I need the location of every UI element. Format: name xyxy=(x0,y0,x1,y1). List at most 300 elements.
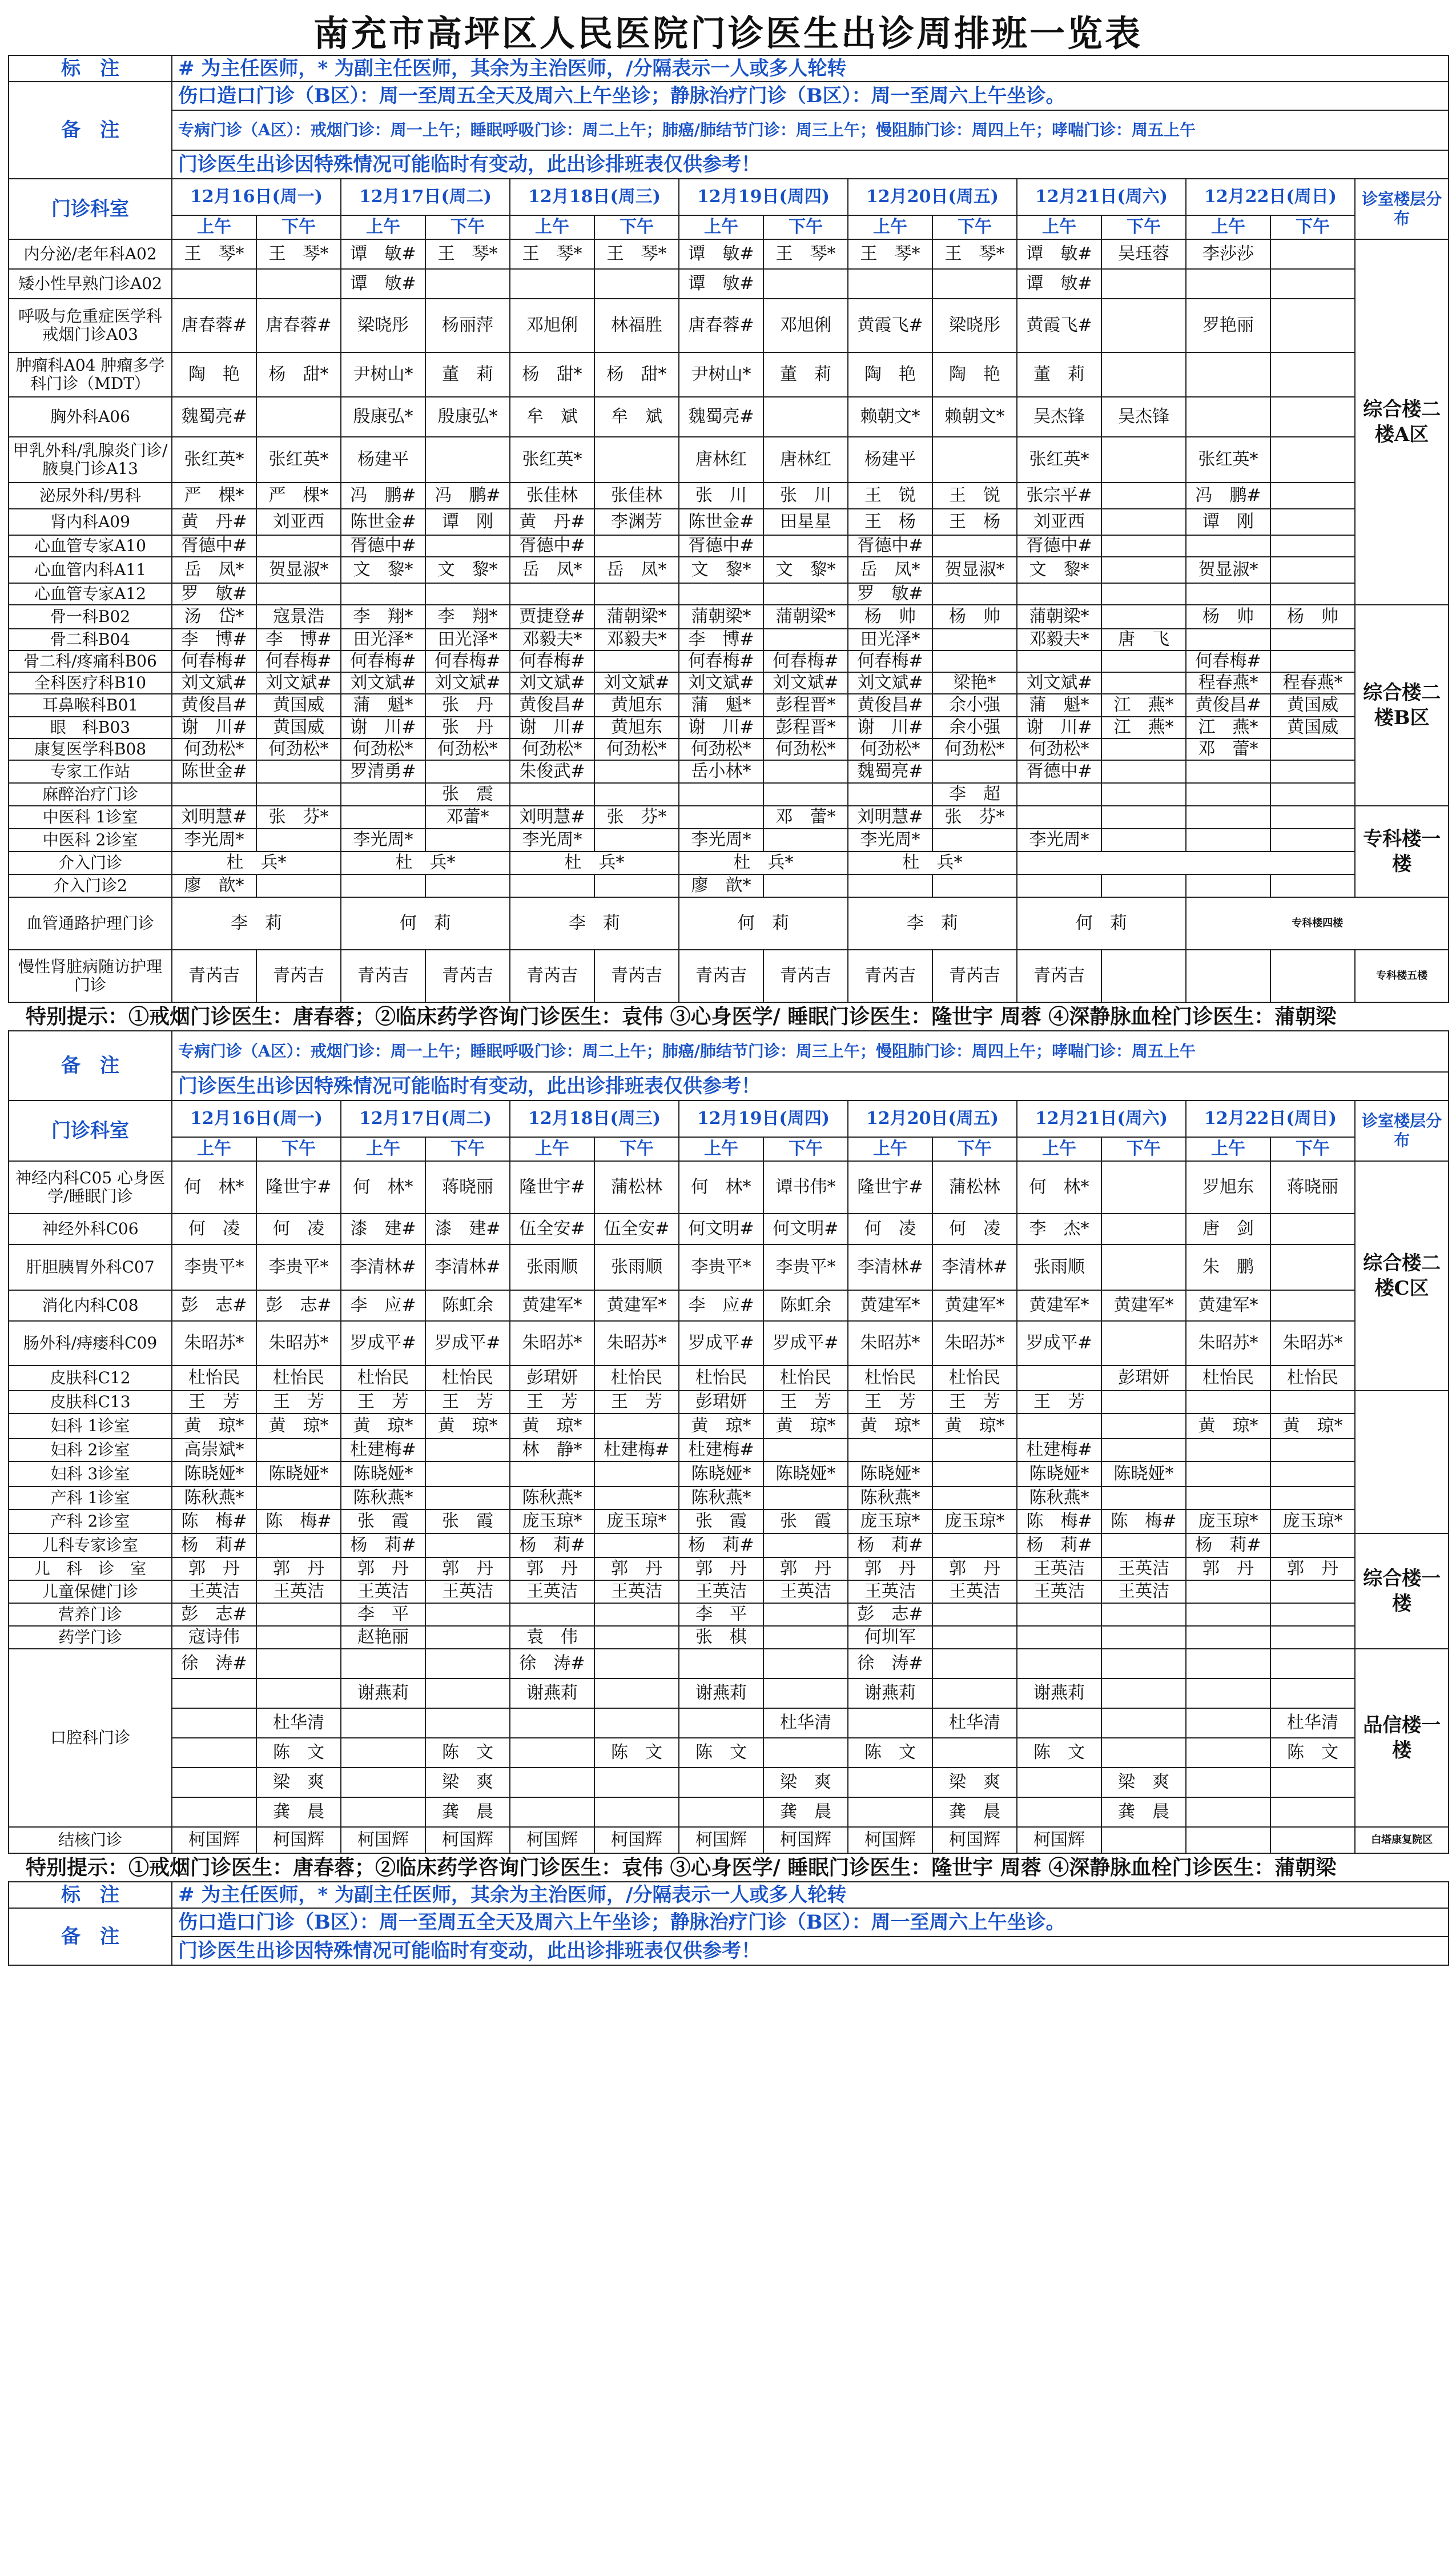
doctor-cell: 王 琴* xyxy=(425,239,510,269)
doctor-cell: 杨 帅 xyxy=(1186,605,1270,629)
doctor-cell: 张雨顺 xyxy=(1017,1244,1101,1290)
dept-name: 麻醉治疗门诊 xyxy=(9,783,172,806)
doctor-cell xyxy=(932,1461,1017,1487)
doctor-cell: 张佳林 xyxy=(594,483,679,509)
pm-header: 下午 xyxy=(1270,1137,1355,1161)
doctor-cell: 林 静* xyxy=(510,1439,594,1461)
doctor-cell: 唐 剑 xyxy=(1186,1214,1270,1244)
doctor-cell xyxy=(1270,1678,1355,1708)
doctor-cell: 杨 莉# xyxy=(679,1533,763,1557)
doctor-cell: 邓毅夫* xyxy=(510,629,594,650)
doctor-cell: 王英洁 xyxy=(510,1580,594,1603)
table-row xyxy=(9,179,1449,215)
doctor-cell: 王 芳 xyxy=(172,1391,256,1414)
doctor-cell xyxy=(1270,629,1355,650)
doctor-cell xyxy=(763,829,848,852)
doctor-cell: 柯国辉 xyxy=(425,1827,510,1853)
doctor-cell: 杨 甜* xyxy=(510,352,594,397)
doctor-cell: 何 凌 xyxy=(172,1214,256,1244)
pm-header: 下午 xyxy=(425,1137,510,1161)
doctor-cell: 刘文斌# xyxy=(341,672,425,694)
doctor-cell xyxy=(1270,1391,1355,1414)
doctor-cell xyxy=(932,1678,1017,1708)
doctor-cell xyxy=(1186,535,1270,557)
doctor-cell xyxy=(1101,269,1186,299)
dept-name: 泌尿外科/男科 xyxy=(9,483,172,509)
doctor-cell: 李 应# xyxy=(679,1290,763,1321)
doctor-cell xyxy=(510,1738,594,1768)
doctor-cell: 黄 琼* xyxy=(763,1414,848,1439)
doctor-cell: 高崇斌* xyxy=(172,1439,256,1461)
doctor-cell xyxy=(172,1678,256,1708)
doctor-cell: 李 超 xyxy=(932,783,1017,806)
doctor-cell xyxy=(425,1603,510,1626)
doctor-cell: 陈世金# xyxy=(172,760,256,783)
table-row xyxy=(9,1214,1449,1244)
table-row xyxy=(9,783,1449,806)
doctor-cell: 王 芳 xyxy=(510,1391,594,1414)
dept-name: 营养门诊 xyxy=(9,1603,172,1626)
doctor-cell: 伍全安# xyxy=(594,1214,679,1244)
doctor-cell xyxy=(594,1649,679,1678)
doctor-cell: 彭 志# xyxy=(848,1603,932,1626)
dept-name: 血管通路护理门诊 xyxy=(9,897,172,950)
doctor-cell xyxy=(848,783,932,806)
doctor-cell xyxy=(1186,806,1270,829)
table-row xyxy=(9,806,1449,829)
doctor-cell: 袁 伟 xyxy=(510,1626,594,1649)
doctor-cell: 黄 琼* xyxy=(172,1414,256,1439)
doctor-cell: 李光周* xyxy=(172,829,256,852)
doctor-cell: 何劲松* xyxy=(172,738,256,760)
doctor-cell: 冯 鹏# xyxy=(1186,483,1270,509)
doctor-cell xyxy=(848,1797,932,1827)
doctor-cell: 陈 梅# xyxy=(172,1509,256,1533)
doctor-cell xyxy=(594,650,679,672)
doctor-cell xyxy=(1101,1603,1186,1626)
doctor-cell xyxy=(1017,783,1101,806)
doctor-cell: 杜华清 xyxy=(932,1708,1017,1738)
doctor-cell: 陈晓娅* xyxy=(1101,1461,1186,1487)
doctor-cell: 陈秋燕* xyxy=(510,1487,594,1509)
doctor-cell: 冯 鹏# xyxy=(425,483,510,509)
doctor-cell: 陈 文 xyxy=(679,1738,763,1768)
doctor-cell xyxy=(341,1708,425,1738)
doctor-cell xyxy=(256,760,341,783)
floor-location: 综合楼一楼 xyxy=(1355,1533,1449,1649)
doctor-cell: 张佳林 xyxy=(510,483,594,509)
doctor-cell: 杜怡民 xyxy=(1186,1366,1270,1391)
doctor-cell: 何劲松* xyxy=(763,738,848,760)
doctor-cell: 杜怡民 xyxy=(256,1366,341,1391)
doctor-cell xyxy=(256,1533,341,1557)
doctor-cell xyxy=(1186,1649,1270,1678)
table-row xyxy=(9,535,1449,557)
doctor-cell xyxy=(425,583,510,605)
doctor-cell: 王 芳 xyxy=(425,1391,510,1414)
doctor-cell xyxy=(1186,1603,1270,1626)
doctor-cell: 田星星 xyxy=(763,509,848,535)
doctor-cell xyxy=(341,783,425,806)
pm-header: 下午 xyxy=(256,215,341,239)
doctor-cell xyxy=(256,783,341,806)
doctor-cell xyxy=(1186,1461,1270,1487)
doctor-cell: 何 林* xyxy=(679,1161,763,1214)
doctor-cell: 余小强 xyxy=(932,694,1017,717)
doctor-cell: 何劲松* xyxy=(594,738,679,760)
doctor-cell: 柯国辉 xyxy=(341,1827,425,1853)
doctor-cell: 罗成平# xyxy=(425,1321,510,1366)
doctor-cell: 郭 丹 xyxy=(679,1557,763,1580)
doctor-cell: 李贵平* xyxy=(172,1244,256,1290)
doctor-cell: 何圳军 xyxy=(848,1626,932,1649)
doctor-cell xyxy=(425,1533,510,1557)
doctor-cell: 张 霞 xyxy=(341,1509,425,1533)
doctor-cell: 余小强 xyxy=(932,717,1017,738)
doctor-cell: 张 川 xyxy=(763,483,848,509)
doctor-cell: 胥德中# xyxy=(172,535,256,557)
doctor-cell xyxy=(256,1439,341,1461)
doctor-cell xyxy=(932,1533,1017,1557)
doctor-cell: 杜怡民 xyxy=(594,1366,679,1391)
doctor-cell: 朱昭苏* xyxy=(172,1321,256,1366)
pm-header: 下午 xyxy=(594,215,679,239)
doctor-cell: 杨 帅 xyxy=(932,605,1017,629)
doctor-cell: 青芮吉 xyxy=(679,950,763,1002)
doctor-cell: 田光泽* xyxy=(425,629,510,650)
remark-label: 备 注 xyxy=(9,1908,172,1965)
doctor-cell xyxy=(594,1678,679,1708)
doctor-cell: 张 芬* xyxy=(594,806,679,829)
doctor-cell xyxy=(1270,783,1355,806)
remark-text-3: 门诊医生出诊因特殊情况可能临时有变动，此出诊排班表仅供参考！ xyxy=(172,1072,1449,1101)
doctor-cell: 廖 歆* xyxy=(172,874,256,897)
doctor-cell xyxy=(1017,1768,1101,1797)
doctor-cell: 陈世金# xyxy=(679,509,763,535)
doctor-cell: 隆世宇# xyxy=(256,1161,341,1214)
doctor-cell: 胥德中# xyxy=(341,535,425,557)
doctor-cell: 何春梅# xyxy=(172,650,256,672)
dept-name: 耳鼻喉科B01 xyxy=(9,694,172,717)
doctor-cell xyxy=(1270,738,1355,760)
doctor-cell xyxy=(1101,1321,1186,1366)
doctor-cell: 张红英* xyxy=(256,437,341,483)
doctor-cell: 杨 莉# xyxy=(510,1533,594,1557)
doctor-cell: 龚 晨 xyxy=(932,1797,1017,1827)
doctor-cell: 徐 涛# xyxy=(172,1649,256,1678)
doctor-cell: 梁艳* xyxy=(932,672,1017,694)
doctor-cell: 朱昭苏* xyxy=(932,1321,1017,1366)
doctor-cell: 刘明慧# xyxy=(172,806,256,829)
doctor-cell xyxy=(341,806,425,829)
doctor-cell: 朱昭苏* xyxy=(1186,1321,1270,1366)
doctor-cell xyxy=(932,1487,1017,1509)
doctor-cell xyxy=(425,1708,510,1738)
doctor-cell: 王英洁 xyxy=(172,1580,256,1603)
doctor-cell: 彭程晋* xyxy=(763,717,848,738)
floor-location: 综合楼二楼B区 xyxy=(1355,605,1449,806)
doctor-cell: 庞玉琼* xyxy=(594,1509,679,1533)
dept-name: 儿童保健门诊 xyxy=(9,1580,172,1603)
dept-name: 眼 科B03 xyxy=(9,717,172,738)
doctor-cell xyxy=(1270,583,1355,605)
doctor-cell: 李清林# xyxy=(425,1244,510,1290)
doctor-cell xyxy=(1186,629,1270,650)
doctor-cell: 李 翔* xyxy=(341,605,425,629)
doctor-cell: 李清林# xyxy=(341,1244,425,1290)
dept-name: 专家工作站 xyxy=(9,760,172,783)
doctor-cell: 李光周* xyxy=(848,829,932,852)
floor-location: 专科楼五楼 xyxy=(1355,950,1449,1002)
doctor-cell xyxy=(1186,1580,1270,1603)
table-row xyxy=(9,694,1449,717)
doctor-cell: 董 莉 xyxy=(1017,352,1101,397)
doctor-cell: 谢燕莉 xyxy=(341,1678,425,1708)
table-row xyxy=(9,1937,1449,1965)
doctor-cell xyxy=(1101,874,1186,897)
doctor-cell: 唐春蓉# xyxy=(256,299,341,352)
table-row xyxy=(9,717,1449,738)
doctor-cell xyxy=(425,1439,510,1461)
dept-name: 肾内科A09 xyxy=(9,509,172,535)
doctor-cell: 何 林* xyxy=(341,1161,425,1214)
dept-name: 骨二科B04 xyxy=(9,629,172,650)
dept-name: 口腔科门诊 xyxy=(9,1649,172,1827)
doctor-cell: 漆 建# xyxy=(341,1214,425,1244)
doctor-cell: 何 凌 xyxy=(848,1214,932,1244)
doctor-cell: 牟 斌 xyxy=(594,397,679,437)
doctor-cell xyxy=(510,583,594,605)
doctor-cell: 朱昭苏* xyxy=(848,1321,932,1366)
doctor-cell: 刘明慧# xyxy=(510,806,594,829)
doctor-cell: 唐 飞 xyxy=(1101,629,1186,650)
doctor-cell xyxy=(1017,1414,1101,1439)
doctor-cell: 李渊芳 xyxy=(594,509,679,535)
doctor-cell xyxy=(594,583,679,605)
doctor-cell xyxy=(932,1649,1017,1678)
doctor-cell: 谭 敏# xyxy=(341,239,425,269)
doctor-cell xyxy=(679,1797,763,1827)
doctor-cell xyxy=(256,1649,341,1678)
doctor-cell: 杨 帅 xyxy=(1270,605,1355,629)
doctor-cell: 陈晓娅* xyxy=(341,1461,425,1487)
doctor-cell xyxy=(594,1414,679,1439)
floor-header: 诊室楼层分布 xyxy=(1355,1101,1449,1161)
doctor-cell: 伍全安# xyxy=(510,1214,594,1244)
doctor-cell: 何劲松* xyxy=(341,738,425,760)
dept-name: 心血管内科A11 xyxy=(9,557,172,583)
doctor-cell: 胥德中# xyxy=(1017,535,1101,557)
dept-name: 介入门诊 xyxy=(9,852,172,874)
doctor-cell xyxy=(425,874,510,897)
doctor-cell: 文 黎* xyxy=(425,557,510,583)
table-row xyxy=(9,215,1449,239)
doctor-cell: 柯国辉 xyxy=(679,1827,763,1853)
doctor-cell xyxy=(679,583,763,605)
doctor-cell: 尹树山* xyxy=(341,352,425,397)
doctor-cell: 柯国辉 xyxy=(510,1827,594,1853)
dept-name: 矮小性早熟门诊A02 xyxy=(9,269,172,299)
doctor-cell xyxy=(763,629,848,650)
doctor-cell xyxy=(256,1487,341,1509)
table-row xyxy=(9,437,1449,483)
doctor-cell xyxy=(1270,483,1355,509)
doctor-cell: 李 莉 xyxy=(510,897,679,950)
doctor-cell xyxy=(763,1439,848,1461)
doctor-cell xyxy=(1101,1649,1186,1678)
table-row xyxy=(9,1797,1449,1827)
dept-name: 产科 1诊室 xyxy=(9,1487,172,1509)
dept-name: 药学门诊 xyxy=(9,1626,172,1649)
doctor-cell: 杜建梅# xyxy=(341,1439,425,1461)
doctor-cell: 隆世宇# xyxy=(848,1161,932,1214)
doctor-cell xyxy=(1017,1366,1101,1391)
doctor-cell xyxy=(1186,1768,1270,1797)
doctor-cell: 江 燕* xyxy=(1186,717,1270,738)
doctor-cell xyxy=(763,269,848,299)
doctor-cell: 谭书伟* xyxy=(763,1161,848,1214)
doctor-cell: 青芮吉 xyxy=(256,950,341,1002)
doctor-cell: 董 莉 xyxy=(763,352,848,397)
doctor-cell: 黄建军* xyxy=(594,1290,679,1321)
doctor-cell: 王 锐 xyxy=(848,483,932,509)
doctor-cell xyxy=(510,1708,594,1738)
doctor-cell: 何 林* xyxy=(172,1161,256,1214)
doctor-cell: 黄 琼* xyxy=(1270,1414,1355,1439)
am-header: 上午 xyxy=(679,1137,763,1161)
doctor-cell: 谭 刚 xyxy=(425,509,510,535)
doctor-cell xyxy=(256,1603,341,1626)
doctor-cell xyxy=(679,806,763,829)
floor-header: 诊室楼层分布 xyxy=(1355,179,1449,239)
doctor-cell xyxy=(425,1461,510,1487)
doctor-cell: 邓 蕾* xyxy=(1186,738,1270,760)
floor-location: 专科楼四楼 xyxy=(1186,897,1449,950)
doctor-cell: 罗旭东 xyxy=(1186,1161,1270,1214)
doctor-cell: 谢 川# xyxy=(510,717,594,738)
dept-name: 慢性肾脏病随访护理门诊 xyxy=(9,950,172,1002)
doctor-cell xyxy=(594,1487,679,1509)
doctor-cell xyxy=(932,1439,1017,1461)
remark-text-2: 专病门诊（A区）：戒烟门诊：周一上午；睡眠呼吸门诊：周二上午；肺癌/肺结节门诊：周三上午；慢阻肺门诊：周四上午；哮喘门诊：周五上午 xyxy=(172,110,1449,150)
doctor-cell xyxy=(425,437,510,483)
doctor-cell xyxy=(341,1738,425,1768)
doctor-cell xyxy=(1186,1738,1270,1768)
doctor-cell: 杨丽萍 xyxy=(425,299,510,352)
doctor-cell: 郭 丹 xyxy=(932,1557,1017,1580)
doctor-cell xyxy=(1270,1797,1355,1827)
doctor-cell: 李 杰* xyxy=(1017,1214,1101,1244)
doctor-cell: 龚 晨 xyxy=(1101,1797,1186,1827)
table-row xyxy=(9,1366,1449,1391)
doctor-cell: 龚 晨 xyxy=(256,1797,341,1827)
doctor-cell: 文 黎* xyxy=(341,557,425,583)
am-header: 上午 xyxy=(848,1137,932,1161)
doctor-cell: 张 丹 xyxy=(425,694,510,717)
doctor-cell: 张 棋 xyxy=(679,1626,763,1649)
doctor-cell: 何 凌 xyxy=(256,1214,341,1244)
doctor-cell: 刘文斌# xyxy=(510,672,594,694)
day-header: 12月21日(周六) xyxy=(1017,179,1186,215)
doctor-cell: 杜建梅# xyxy=(679,1439,763,1461)
doctor-cell: 何春梅# xyxy=(763,650,848,672)
doctor-cell: 李光周* xyxy=(341,829,425,852)
doctor-cell: 杜怡民 xyxy=(848,1366,932,1391)
doctor-cell xyxy=(510,874,594,897)
dept-name: 妇科 3诊室 xyxy=(9,1461,172,1487)
doctor-cell: 岳 凤* xyxy=(172,557,256,583)
am-header: 上午 xyxy=(510,1137,594,1161)
doctor-cell: 朱昭苏* xyxy=(256,1321,341,1366)
doctor-cell: 陈晓娅* xyxy=(1017,1461,1101,1487)
doctor-cell: 谢燕莉 xyxy=(848,1678,932,1708)
doctor-cell: 庞玉琼* xyxy=(848,1509,932,1533)
doctor-cell: 杨 莉# xyxy=(848,1533,932,1557)
dept-name: 消化内科C08 xyxy=(9,1290,172,1321)
doctor-cell xyxy=(594,269,679,299)
doctor-cell xyxy=(932,629,1017,650)
doctor-cell xyxy=(1186,760,1270,783)
doctor-cell: 陈秋燕* xyxy=(341,1487,425,1509)
doctor-cell: 黄俊昌# xyxy=(510,694,594,717)
doctor-cell: 何劲松* xyxy=(679,738,763,760)
doctor-cell: 梁 爽 xyxy=(425,1768,510,1797)
doctor-cell: 刘文斌# xyxy=(256,672,341,694)
doctor-cell xyxy=(932,1738,1017,1768)
doctor-cell: 何春梅# xyxy=(848,650,932,672)
remark-text-3: 门诊医生出诊因特殊情况可能临时有变动，此出诊排班表仅供参考！ xyxy=(172,1937,1449,1965)
doctor-cell xyxy=(763,1533,848,1557)
doctor-cell xyxy=(1270,1626,1355,1649)
doctor-cell xyxy=(1270,239,1355,269)
doctor-cell: 李 博# xyxy=(679,629,763,650)
table-row xyxy=(9,1882,1449,1908)
doctor-cell: 严 棵* xyxy=(172,483,256,509)
doctor-cell xyxy=(256,1678,341,1708)
table-row xyxy=(9,1580,1449,1603)
table-row xyxy=(9,1461,1449,1487)
doctor-cell xyxy=(1186,397,1270,437)
doctor-cell: 王 芳 xyxy=(594,1391,679,1414)
day-header: 12月19日(周四) xyxy=(679,179,848,215)
remark-text-1: 伤口造口门诊（B区）：周一至周五全天及周六上午坐诊；静脉治疗门诊（B区）：周一至周六上午坐诊。 xyxy=(172,82,1449,110)
doctor-cell xyxy=(510,1768,594,1797)
doctor-cell: 彭珺妍 xyxy=(679,1391,763,1414)
doctor-cell xyxy=(763,1603,848,1626)
doctor-cell: 杜怡民 xyxy=(425,1366,510,1391)
doctor-cell: 王 芳 xyxy=(932,1391,1017,1414)
doctor-cell xyxy=(932,650,1017,672)
doctor-cell: 龚 晨 xyxy=(425,1797,510,1827)
doctor-cell xyxy=(1270,397,1355,437)
table-row xyxy=(9,1414,1449,1439)
am-header: 上午 xyxy=(1186,1137,1270,1161)
doctor-cell: 李贵平* xyxy=(679,1244,763,1290)
doctor-cell: 何劲松* xyxy=(932,738,1017,760)
doctor-cell: 青芮吉 xyxy=(1017,950,1101,1002)
doctor-cell: 田光泽* xyxy=(848,629,932,650)
doctor-cell xyxy=(1270,1533,1355,1557)
schedule-table xyxy=(8,55,1449,1966)
doctor-cell xyxy=(594,1708,679,1738)
doctor-cell xyxy=(172,1768,256,1797)
doctor-cell: 贾捷登# xyxy=(510,605,594,629)
doctor-cell: 张红英* xyxy=(1186,437,1270,483)
doctor-cell: 陈秋燕* xyxy=(848,1487,932,1509)
doctor-cell: 罗 敏# xyxy=(172,583,256,605)
doctor-cell: 郭 丹 xyxy=(172,1557,256,1580)
doctor-cell: 谢 川# xyxy=(341,717,425,738)
